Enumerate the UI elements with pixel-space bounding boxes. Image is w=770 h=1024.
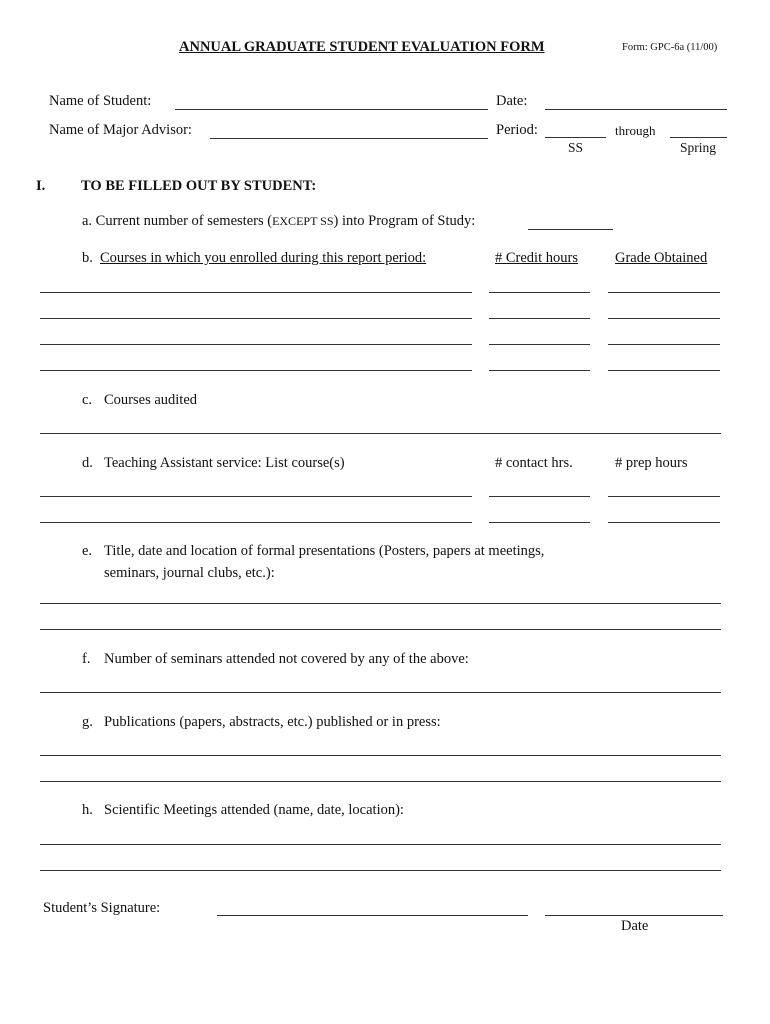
grade-line[interactable] bbox=[608, 318, 720, 319]
item-e-label-line2: seminars, journal clubs, etc.): bbox=[104, 565, 275, 581]
presentations-line[interactable] bbox=[40, 603, 721, 604]
grade-line[interactable] bbox=[608, 292, 720, 293]
course-line[interactable] bbox=[40, 344, 472, 345]
credit-hours-header: # Credit hours bbox=[495, 250, 578, 266]
semesters-count-field[interactable] bbox=[528, 213, 613, 230]
contact-hours-line[interactable] bbox=[489, 496, 590, 497]
student-name-field[interactable] bbox=[175, 93, 488, 110]
grade-obtained-header: Grade Obtained bbox=[615, 250, 708, 266]
meetings-line[interactable] bbox=[40, 844, 721, 845]
date-field[interactable] bbox=[545, 93, 727, 110]
item-c-label: Courses audited bbox=[104, 392, 198, 408]
through-label: through bbox=[615, 123, 656, 138]
form-title: ANNUAL GRADUATE STUDENT EVALUATION FORM bbox=[179, 39, 545, 55]
audited-courses-line[interactable] bbox=[40, 433, 721, 434]
item-c-letter: c. bbox=[82, 392, 93, 408]
item-b-letter: b. bbox=[82, 250, 93, 266]
item-h-label: Scientific Meetings attended (name, date, location): bbox=[104, 802, 404, 818]
credit-hours-line[interactable] bbox=[489, 344, 590, 345]
ss-label: SS bbox=[568, 140, 584, 155]
item-b-label: Courses in which you enrolled during this report period: bbox=[100, 250, 427, 266]
item-g-letter: g. bbox=[82, 714, 93, 730]
spring-label: Spring bbox=[680, 140, 717, 155]
item-e-label-line1: Title, date and location of formal presentations (Posters, papers at meetings, bbox=[104, 543, 545, 559]
student-name-label: Name of Student: bbox=[49, 93, 152, 109]
signature-date-field[interactable] bbox=[545, 915, 723, 916]
item-g-label: Publications (papers, abstracts, etc.) published or in press: bbox=[104, 714, 441, 730]
advisor-name-field[interactable] bbox=[210, 122, 488, 139]
date-label: Date: bbox=[496, 93, 528, 109]
contact-hours-header: # contact hrs. bbox=[495, 455, 573, 471]
item-d-label: Teaching Assistant service: List course(s) bbox=[104, 455, 345, 471]
item-a-label: a. Current number of semesters (EXCEPT SS) into Program of Study: bbox=[82, 213, 476, 229]
period-label: Period: bbox=[496, 122, 538, 138]
presentations-line[interactable] bbox=[40, 629, 721, 630]
publications-line[interactable] bbox=[40, 781, 721, 782]
signature-date-label: Date bbox=[621, 918, 649, 934]
credit-hours-line[interactable] bbox=[489, 318, 590, 319]
prep-hours-line[interactable] bbox=[608, 496, 720, 497]
section-numeral: I. bbox=[36, 178, 46, 194]
seminars-line[interactable] bbox=[40, 692, 721, 693]
ta-course-line[interactable] bbox=[40, 522, 472, 523]
period-start-field[interactable] bbox=[545, 121, 606, 138]
prep-hours-header: # prep hours bbox=[615, 455, 688, 471]
section-heading: TO BE FILLED OUT BY STUDENT: bbox=[81, 178, 317, 194]
credit-hours-line[interactable] bbox=[489, 370, 590, 371]
period-end-field[interactable] bbox=[670, 121, 727, 138]
item-f-label: Number of seminars attended not covered by any of the above: bbox=[104, 651, 469, 667]
contact-hours-line[interactable] bbox=[489, 522, 590, 523]
prep-hours-line[interactable] bbox=[608, 522, 720, 523]
grade-line[interactable] bbox=[608, 370, 720, 371]
grade-line[interactable] bbox=[608, 344, 720, 345]
credit-hours-line[interactable] bbox=[489, 292, 590, 293]
item-e-letter: e. bbox=[82, 543, 93, 559]
course-line[interactable] bbox=[40, 318, 472, 319]
course-line[interactable] bbox=[40, 370, 472, 371]
publications-line[interactable] bbox=[40, 755, 721, 756]
ta-course-line[interactable] bbox=[40, 496, 472, 497]
item-d-letter: d. bbox=[82, 455, 93, 471]
signature-label: Student’s Signature: bbox=[43, 900, 161, 916]
form-code: Form: GPC-6a (11/00) bbox=[622, 42, 718, 53]
item-f-letter: f. bbox=[82, 651, 91, 667]
item-h-letter: h. bbox=[82, 802, 93, 818]
meetings-line[interactable] bbox=[40, 870, 721, 871]
course-line[interactable] bbox=[40, 292, 472, 293]
advisor-name-label: Name of Major Advisor: bbox=[49, 122, 192, 138]
signature-field[interactable] bbox=[217, 915, 528, 916]
